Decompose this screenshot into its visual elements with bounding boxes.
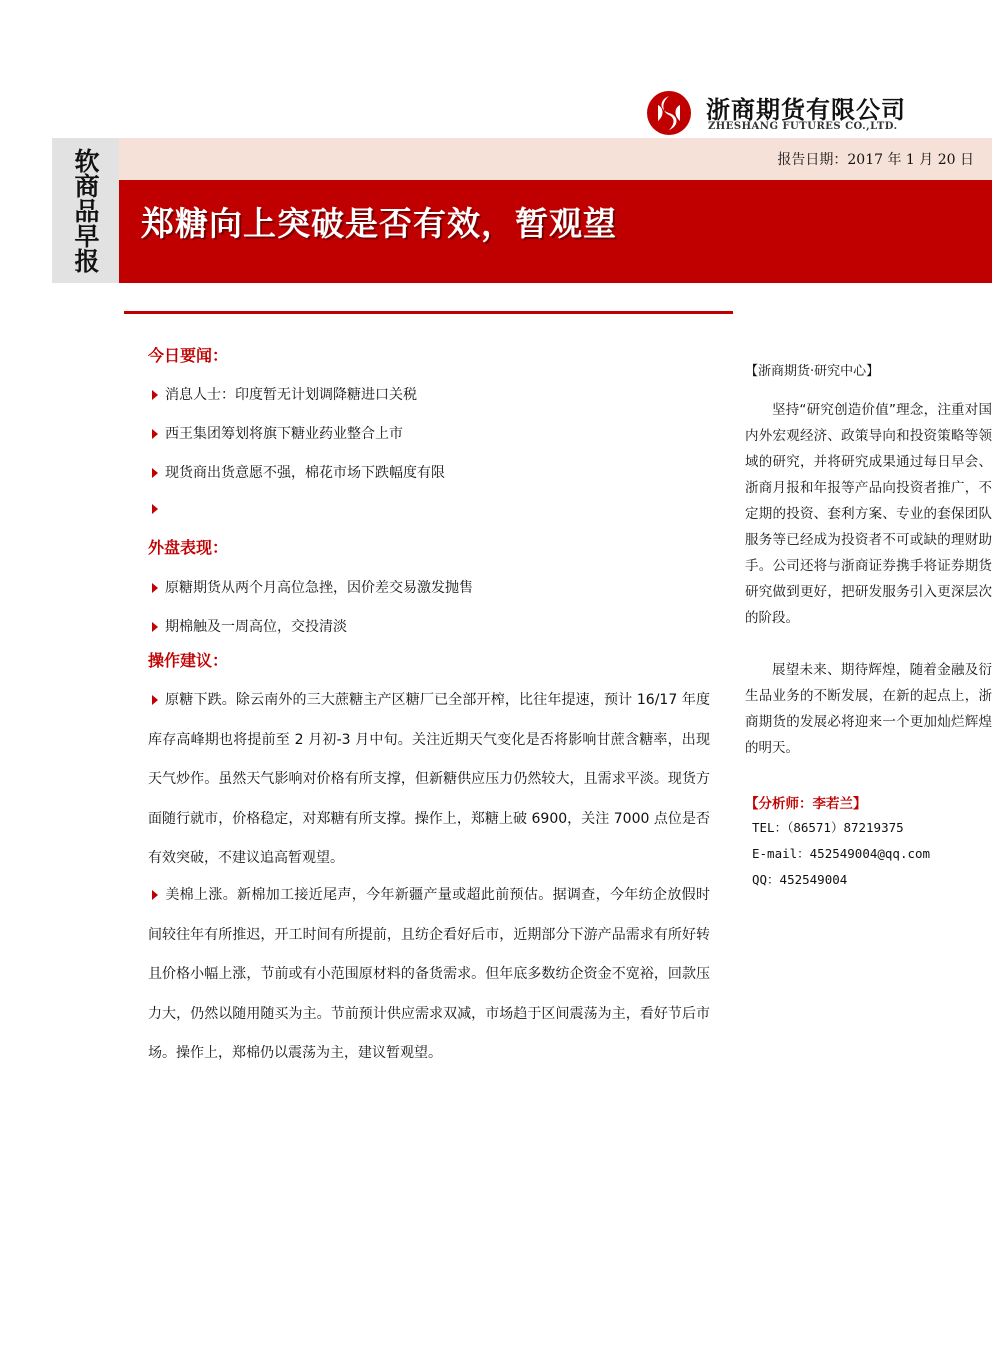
overseas-item: 原糖期货从两个月高位急挫，因价差交易激发抛售 — [152, 577, 473, 597]
company-logo — [646, 90, 928, 136]
logo-name-cn: 浙商期货有限公司 — [706, 96, 906, 124]
logo-mark-icon — [646, 90, 696, 136]
advice-paragraph-cotton: 美棉上涨。新棉加工接近尾声，今年新疆产量或超此前预估。据调查，今年纺企放假时间较往年有所推迟，开工时间有所提前，且纺企看好后市，近期部分下游产品需求有所好转且价格小幅上涨，节前或有小范围原材料的备货需求。但年底多数纺企资金不宽裕，回款压力大，仍然以随用随买为主。节前预计供应需求双减，市场趋于区间震荡为主，看好节后市场。操作上，郑棉仍以震荡为主，建议暂观望。 — [148, 887, 710, 1061]
category-tab — [52, 138, 119, 283]
report-title: 郑糖向上突破是否有效，暂观望 — [141, 204, 617, 243]
analyst-email[interactable]: E-mail：452549004@qq.com — [752, 846, 931, 861]
bullet-icon — [152, 583, 158, 593]
logo-name-en: ZHESHANG FUTURES CO.,LTD. — [708, 121, 898, 132]
title-band — [119, 180, 992, 283]
overseas-heading: 外盘表现： — [148, 538, 229, 557]
news-item: 现货商出货意愿不强，棉花市场下跌幅度有限 — [152, 462, 445, 482]
bullet-icon — [152, 622, 158, 632]
overseas-item: 期棉触及一周高位，交投清淡 — [152, 616, 347, 636]
header-divider — [124, 311, 733, 314]
advice-heading: 操作建议： — [148, 651, 229, 670]
company-outlook: 展望未来、期待辉煌，随着金融及衍生品业务的不断发展，在新的起点上，浙商期货的发展必将迎来一个更加灿烂辉煌的明天。 — [745, 662, 992, 756]
company-intro: 坚持“研究创造价值”理念，注重对国内外宏观经济、政策导向和投资策略等领域的研究，并将研究成果通过每日早会、浙商月报和年报等产品向投资者推广，不定期的投资、套利方案、专业的套保团队服务等已经成为投资者不可或缺的理财助手。公司还将与浙商证券携手将证券期货研究做到更好，把研发服务引入更深层次的阶段。 — [745, 402, 992, 626]
research-center-label: 【浙商期货·研究中心】 — [745, 364, 880, 379]
date-band — [119, 138, 992, 180]
news-item: 消息人士：印度暂无计划调降糖进口关税 — [152, 384, 417, 404]
bullet-icon — [152, 695, 158, 705]
bullet-icon — [152, 468, 158, 478]
analyst-qq: QQ：452549004 — [752, 872, 848, 887]
bullet-icon — [152, 429, 158, 439]
analyst-tel: TEL：（86571）87219375 — [752, 820, 904, 835]
advice-paragraph-sugar: 原糖下跌。除云南外的三大蔗糖主产区糖厂已全部开榨，比往年提速，预计 16/17 年度库存高峰期也将提前至 2 月初-3 月中旬。关注近期天气变化是否将影响甘蔗含糖率，出现天气炒作。虽然天气影响对价格有所支撑，但新糖供应压力仍然较大，且需求平淡。现货方面随行就市，价格稳定，对郑糖有所支撑。操作上，郑糖上破 6900，关注 7000 点位是否有效突破，不建议追高暂观望。 — [148, 692, 710, 866]
bullet-icon — [152, 390, 158, 400]
bullet-icon — [152, 890, 158, 900]
analyst-name: 【分析师：李若兰】 — [745, 796, 867, 812]
news-item — [152, 501, 165, 517]
bullet-icon — [152, 504, 158, 514]
category-label: 软商品早报 — [71, 148, 100, 273]
news-item: 西王集团筹划将旗下糖业药业整合上市 — [152, 423, 403, 443]
news-heading: 今日要闻： — [148, 346, 229, 365]
report-date: 报告日期：2017 年 1 月 20 日 — [777, 152, 974, 168]
